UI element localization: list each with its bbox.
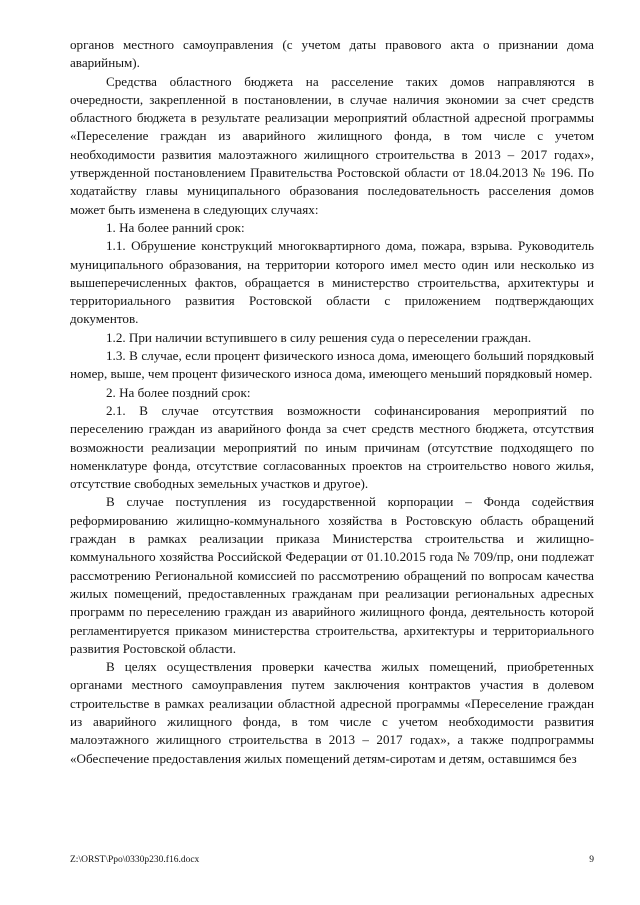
page-number: 9 xyxy=(589,855,594,865)
paragraph-2: Средства областного бюджета на расселение таких домов направляются в очередности, закрепленной в постановлении, в случае наличия экономии за счет средств областного бюджета в результате реализации мероприятий областной адресной программы «Переселение граждан из аварийного жилищного фонда, в том числе с учетом необходимости развития малоэтажного жилищного строительства в 2013 – 2017 годах», утвержденной постановлением Правительства Ростовской области от 18.04.2013 № 196. По ходатайству главы муниципального образования последовательность расселения домов может быть изменена в следующих случаях: xyxy=(70,73,594,217)
paragraph-7: 2. На более поздний срок: xyxy=(106,384,251,400)
paragraph-8: 2.1. В случае отсутствия возможности софинансирования мероприятий по переселению граждан из аварийного фонда за счет средств местного бюджета, отсутствия возможности реализации мероприятий по иным причинам (отсутствие подходящего по номенклатуре фонда, отсутствие согласованных проектов на строительство нового жилья, отсутствие свободных земельных участков и другое). xyxy=(70,402,594,492)
document-body xyxy=(70,36,594,768)
paragraph-4: 1.1. Обрушение конструкций многоквартирного дома, пожара, взрыва. Руководитель муниципального образования, на территории которого имел место один или несколько из вышеперечисленных фактов, обращается в министерство строительства, архитектуры и территориального развития Ростовской области с приложением подтверждающих документов. xyxy=(70,238,594,327)
paragraph-5: 1.2. При наличии вступившего в силу решения суда о переселении граждан. xyxy=(106,329,532,345)
paragraph-6: 1.3. В случае, если процент физического износа дома, имеющего больший порядковый номер, выше, чем процент физического износа дома, имеющего меньший порядковый номер. xyxy=(70,348,594,382)
paragraph-9: В случае поступления из государственной корпорации – Фонда содействия реформированию жилищно-коммунального хозяйства в Ростовскую область обращений граждан в рамках реализации приказа Министерства строительства и жилищно-коммунального хозяйства Российской Федерации от 01.10.2015 года № 709/пр, они подлежат рассмотрению Региональной комиссией по рассмотрению обращений по вопросам качества жилых помещений, предоставленных гражданам при реализации региональных адресных программ по переселению граждан из аварийного жилищного фонда, деятельность которой регламентируется приказом министерства строительства, архитектуры и территориального развития Ростовской области. xyxy=(70,494,594,656)
paragraph-10: В целях осуществления проверки качества жилых помещений, приобретенных органами местного самоуправления путем заключения контрактов участия в долевом строительстве в рамках реализации областной адресной программы «Переселение граждан из аварийного жилищного фонда, в том числе с учетом необходимости развития малоэтажного жилищного строительства в 2013 – 2017 годах», а также подпрограммы «Обеспечение предоставления жилых помещений детям-сиротам и детям, оставшимся без xyxy=(70,659,594,766)
file-path: Z:\ORST\Ppo\0330p230.f16.docx xyxy=(70,855,200,865)
paragraph-1: органов местного самоуправления (с учетом даты правового акта о признании дома аварийным). xyxy=(70,37,594,71)
paragraph-3: 1. На более ранний срок: xyxy=(106,219,245,235)
